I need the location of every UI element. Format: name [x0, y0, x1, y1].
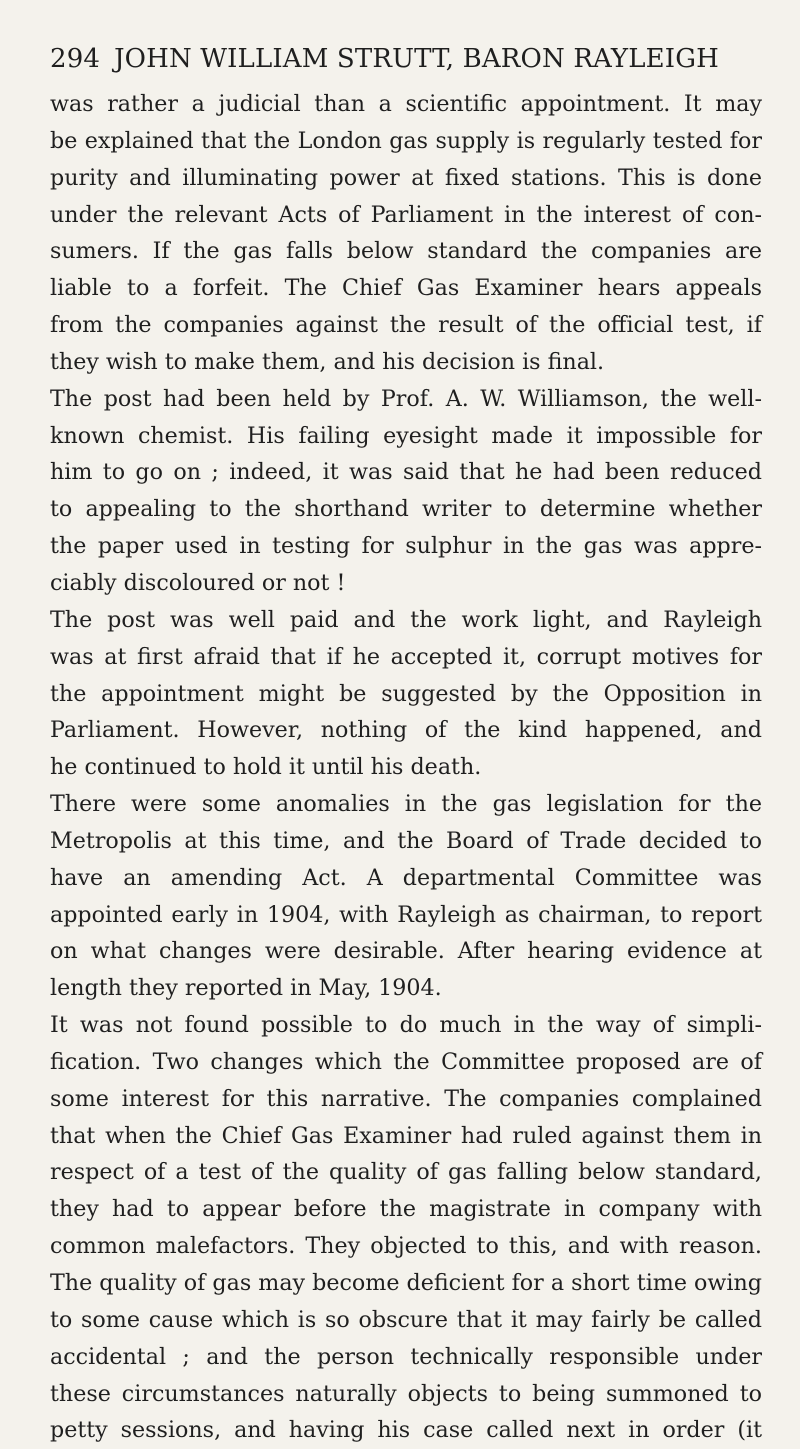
text-line: these circumstances naturally objects to being summoned to — [50, 1380, 762, 1407]
text-line: be explained that the London gas supply is regularly tested for — [50, 127, 762, 154]
text-line: some interest for this narrative. The companies complained — [50, 1085, 762, 1112]
body-text — [50, 86, 762, 1449]
text-line: appointed early in 1904, with Rayleigh as chairman, to report — [50, 901, 762, 928]
text-line: purity and illuminating power at fixed stations. This is done — [50, 164, 762, 191]
text-line: Metropolis at this time, and the Board of Trade decided to — [50, 827, 762, 854]
text-line: the paper used in testing for sulphur in the gas was appre- — [50, 533, 762, 560]
text-line: liable to a forfeit. The Chief Gas Examiner hears appeals — [50, 275, 762, 302]
running-title: JOHN WILLIAM STRUTT, BARON RAYLEIGH — [114, 44, 719, 74]
text-line: The post had been held by Prof. A. W. Williamson, the well- — [50, 385, 762, 412]
text-line: on what changes were desirable. After hearing evidence at — [50, 938, 762, 965]
text-line: length they reported in May, 1904. — [50, 975, 442, 1002]
text-line: they had to appear before the magistrate in company with — [50, 1196, 762, 1223]
text-line: It was not found possible to do much in the way of simpli- — [50, 1012, 762, 1039]
text-line: petty sessions, and having his case called next in order (it — [50, 1417, 762, 1444]
text-line: he continued to hold it until his death. — [50, 754, 482, 781]
text-line: common malefactors. They objected to this, and with reason. — [50, 1233, 762, 1260]
text-line: respect of a test of the quality of gas falling below standard, — [50, 1159, 762, 1186]
text-line: was rather a judicial than a scientific appointment. It may — [50, 91, 762, 117]
text-line: known chemist. His failing eyesight made it impossible for — [50, 422, 762, 449]
text-line: that when the Chief Gas Examiner had ruled against them in — [50, 1122, 762, 1149]
running-head — [50, 44, 762, 84]
text-line: accidental ; and the person technically responsible under — [50, 1343, 762, 1370]
text-line: Parliament. However, nothing of the kind happened, and — [50, 717, 762, 744]
text-line: they wish to make them, and his decision is final. — [50, 348, 605, 375]
text-line: The post was well paid and the work light, and Rayleigh — [50, 606, 762, 633]
text-line: was at first afraid that if he accepted it, corrupt motives for — [50, 643, 762, 670]
text-line: sumers. If the gas falls below standard the companies are — [50, 238, 762, 265]
page-number: 294 — [50, 44, 101, 74]
text-line: him to go on ; indeed, it was said that he had been reduced — [50, 459, 762, 486]
text-line: There were some anomalies in the gas legislation for the — [50, 791, 762, 818]
text-line: the appointment might be suggested by the Opposition in — [50, 680, 762, 707]
text-line: to appealing to the shorthand writer to determine whether — [50, 496, 762, 523]
text-line: from the companies against the result of the official test, if — [50, 312, 762, 339]
text-line: ciably discoloured or not ! — [50, 569, 346, 596]
text-line: fication. Two changes which the Committee proposed are of — [50, 1048, 762, 1075]
text-line: under the relevant Acts of Parliament in the interest of con- — [50, 201, 762, 228]
text-line: The quality of gas may become deficient for a short time owing — [50, 1270, 762, 1296]
text-line: have an amending Act. A departmental Committee was — [50, 864, 762, 891]
text-line: to some cause which is so obscure that it may fairly be called — [50, 1306, 762, 1333]
